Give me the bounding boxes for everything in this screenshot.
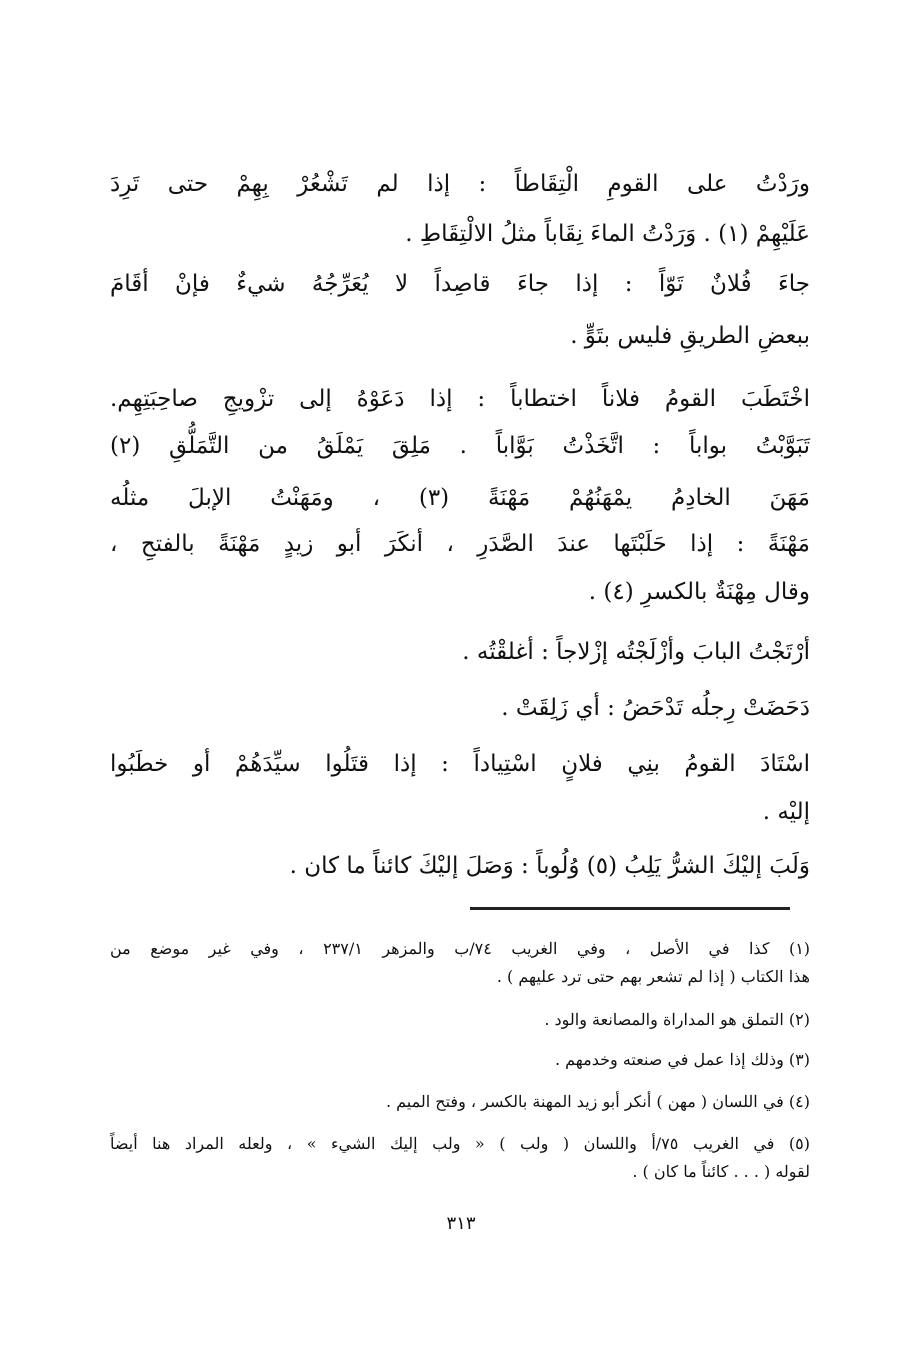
footnote-3: (٣) وذلك إذا عمل في صنعته وخدمهم . <box>554 1050 810 1069</box>
body-line-8: مَهْنَةً : إذا حَلَبْتَها عندَ الصَّدَرِ ، أنكَرَ أبو زيدٍ مَهْنَةً بالفتحِ ، <box>110 531 810 557</box>
body-line-12: اسْتَادَ القومُ بنِي فلانٍ اسْتِياداً : إذا قتَلُوا سيِّدَهُمْ أو خطَبُوا <box>110 751 810 777</box>
body-line-3: جاءَ فُلانٌ تَوّاً : إذا جاءَ قاصِداً لا يُعَرِّجُهُ شيءٌ فإنْ أقَامَ <box>110 271 810 297</box>
body-line-14: وَلَبَ إليْكَ الشرُّ يَلِبُ (٥) وُلُوباً : وَصَلَ إليْكَ كائناً ما كان . <box>289 853 810 879</box>
footnote-4: (٤) في اللسان ( مهن ) أنكر أبو زيد المهنة بالكسر ، وفتح الميم . <box>385 1092 810 1111</box>
body-line-13: إليْه . <box>762 799 810 825</box>
footnote-separator <box>470 907 790 910</box>
body-line-9: وقال مِهْنَةٌ بالكسرِ (٤) . <box>588 579 810 605</box>
body-line-2: عَلَيْهِمْ (١) . وَرَدْتُ الماءَ نِقَاباً مثلُ الالْتِقَاطِ . <box>405 221 810 247</box>
page-number: ٣١٣ <box>446 1213 476 1234</box>
footnote-1-line-2: هذا الكتاب ( إذا لم تشعر بهم حتى ترد عليهم ) . <box>496 967 810 986</box>
body-line-10: أرْتَجْتُ البابَ وأزْلَجْتُه إزْلاجاً : أغلقْتُه . <box>462 639 810 665</box>
body-line-1: ورَدْتُ على القومِ الْتِقَاطاً : إذا لم تَشْعُرْ بِهِمْ حتى تَرِدَ <box>110 171 810 197</box>
body-line-5: اخْتَطَبَ القومُ فلاناً اختطاباً : إذا دَعَوْهُ إلى تزْويجِ صاحِبَتِهِم. <box>110 386 810 412</box>
footnote-5-line-2: لقوله ( . . . كائناً ما كان ) . <box>632 1162 810 1181</box>
body-line-7: مَهَنَ الخادِمُ يمْهَنُهُمْ مَهْنَةً (٣) ، ومَهَنْتُ الإبلَ مثلُه <box>110 485 810 511</box>
footnote-1-line-1: (١) كذا في الأصل ، وفي الغريب ٧٤/ب والمزهر ٢٣٧/١ ، وفي غير موضع من <box>110 939 811 958</box>
body-line-6: تَبَوَّبْتُ بواباً : اتَّخَذْتُ بَوَّاباً . مَلِقَ يَمْلَقُ من التَّمَلُّقِ (٢) <box>110 433 810 459</box>
body-line-11: دَحَضَتْ رِجلُه تَدْحَضُ : أي زَلِقَتْ . <box>501 695 810 721</box>
body-line-4: ببعضِ الطريقِ فليس بتَوٍّ . <box>570 323 810 349</box>
footnote-5-line-1: (٥) في الغريب ٧٥/أ واللسان ( ولب ) « ولب إليك الشيء » ، ولعله المراد هنا أيضاً <box>110 1134 811 1153</box>
footnote-2: (٢) التملق هو المداراة والمصانعة والود . <box>544 1010 810 1029</box>
